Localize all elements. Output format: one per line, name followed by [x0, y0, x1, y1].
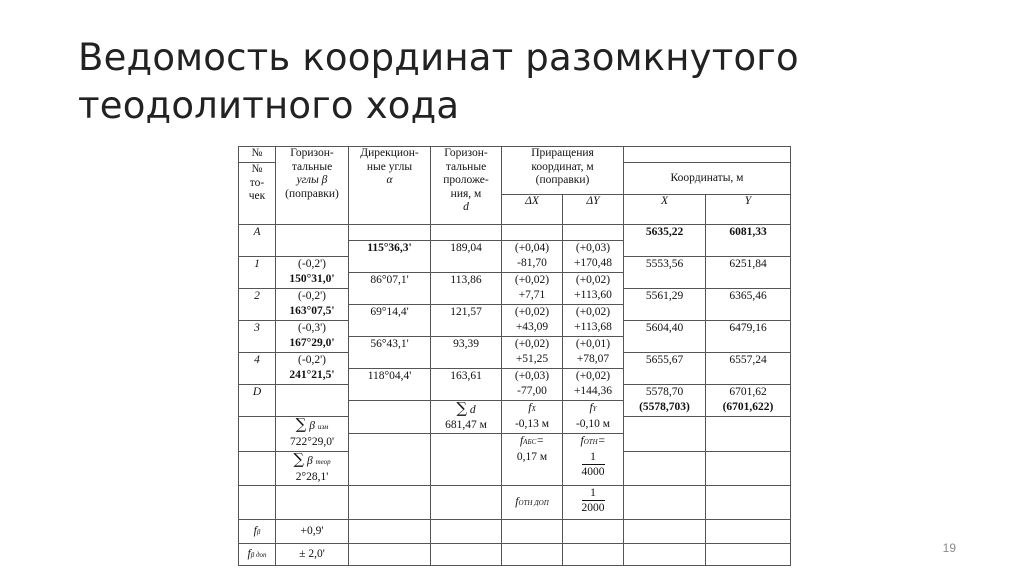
angle-value: 150°31,0': [289, 273, 335, 285]
fotn-subscript: ОТН: [583, 438, 598, 446]
azimuth-cell: 115°36,3': [349, 241, 431, 273]
dy-cell: [563, 225, 624, 241]
point-label: 1: [239, 257, 276, 289]
sum-measured-value: 722°29,0': [289, 436, 335, 448]
angle-correction: (-0,2'): [298, 354, 326, 366]
point-label: 3: [239, 321, 276, 353]
dx-correction: (+0,03): [514, 370, 550, 382]
sigma-symbol: ∑: [456, 400, 468, 417]
angle-correction: (-0,2'): [298, 290, 326, 302]
y-coordinate: 6081,33: [706, 225, 791, 257]
fotndop-fraction: [582, 486, 605, 515]
empty-cell: [431, 520, 502, 544]
header-text: ния, м: [450, 187, 482, 200]
dy-cell: [563, 305, 624, 337]
header-text: то-: [249, 176, 265, 189]
header-point-number: [239, 163, 276, 225]
fotn-fraction: [582, 450, 605, 479]
angle-correction: (-0,3'): [298, 322, 326, 334]
dy-correction: (+0,02): [575, 274, 611, 286]
header-text: координат, м: [531, 160, 594, 173]
angle-cell: [276, 385, 349, 417]
azimuth-cell: [349, 401, 431, 434]
y-coordinate: [706, 385, 791, 417]
header-horizontal-angles: [276, 147, 349, 225]
sum-theoretical-subscript: теор: [315, 458, 331, 466]
coordinate-sheet-table: [238, 146, 791, 566]
fy-value: -0,10 м: [575, 418, 611, 430]
empty-cell: [624, 520, 706, 544]
point-label: 2: [239, 289, 276, 321]
fx-subscript: X: [531, 405, 536, 413]
sum-distance-value: 681,47 м: [445, 419, 487, 431]
sum-theoretical-cell: ∑ β теор 2°28,1': [276, 452, 349, 486]
summary-row: [239, 520, 791, 544]
dx-cell: [502, 337, 563, 369]
fotn-cell: fОТН= $\frac{1}{4000}$: [563, 434, 624, 486]
slide-number: 19: [942, 541, 956, 555]
azimuth-cell: 56°43,1': [349, 337, 431, 369]
empty-cell: [349, 544, 431, 566]
summary-row: [239, 486, 791, 520]
fy-cell: fY -0,10 м: [563, 401, 624, 434]
dy-correction: (+0,02): [575, 370, 611, 382]
angle-cell: [276, 353, 349, 385]
empty-cell: [239, 486, 276, 520]
point-label: 4: [239, 353, 276, 385]
header-text: α: [386, 174, 393, 186]
fb-value: +0,9': [276, 520, 349, 544]
angle-cell: [276, 257, 349, 289]
header-row-1: [239, 147, 791, 163]
fb-subscript: β: [256, 527, 261, 536]
header-text: Дирекцион-: [360, 147, 419, 159]
dx-cell: [502, 369, 563, 401]
fotndop-numerator: 1: [582, 486, 605, 501]
header-text: Приращения: [531, 147, 594, 159]
empty-cell: [502, 520, 563, 544]
empty-cell: [706, 520, 791, 544]
x-coordinate: 5561,29: [624, 289, 706, 321]
empty-cell: [239, 452, 276, 486]
angle-correction: (-0,2'): [298, 258, 326, 270]
dx-value: +51,25: [515, 353, 549, 365]
y-coordinate: 6251,84: [706, 257, 791, 289]
empty-cell: [431, 486, 502, 520]
dx-correction: (+0,02): [514, 274, 550, 286]
dy-value: +113,60: [574, 289, 612, 301]
angle-value: 167°29,0': [289, 337, 335, 349]
dx-value: +7,71: [518, 289, 546, 301]
dx-value: -81,70: [517, 257, 547, 269]
header-coordinates: Координаты, м: [624, 163, 791, 195]
header-directional-angles: [349, 147, 431, 225]
empty-cell: [349, 434, 431, 486]
fb-label: fβ: [239, 520, 276, 544]
dx-value: +43,09: [515, 321, 549, 333]
fbdop-label: fβ доп: [239, 544, 276, 566]
fotn-numerator: 1: [582, 450, 605, 465]
fabs-subscript: АБС: [523, 438, 537, 446]
header-text: чек: [248, 190, 266, 202]
dy-correction: (+0,02): [575, 306, 611, 318]
azimuth-cell: [349, 225, 431, 241]
empty-cell: [502, 544, 563, 566]
empty-cell: [624, 544, 706, 566]
x-coordinate: 5553,56: [624, 257, 706, 289]
empty-cell: [563, 544, 624, 566]
header-text: (поправки): [535, 174, 590, 186]
x-coordinate: [624, 385, 706, 417]
dy-correction: (+0,03): [575, 242, 611, 254]
header-empty-top: [624, 147, 791, 163]
y-coordinate: 6479,16: [706, 321, 791, 353]
x-value: 5578,70: [645, 386, 684, 398]
azimuth-cell: 86°07,1': [349, 273, 431, 305]
empty-cell: [706, 417, 791, 452]
dy-correction: (+0,01): [575, 338, 611, 350]
header-text: тальные: [291, 160, 333, 173]
empty-cell: [431, 434, 502, 486]
header-text: №: [251, 163, 263, 175]
header-dy: ΔY: [563, 195, 624, 225]
dx-correction: (+0,04): [514, 242, 550, 254]
y-reference: (6701,622): [722, 401, 774, 413]
sum-distance-cell: ∑ d 681,47 м: [431, 401, 502, 434]
angle-cell: [276, 225, 349, 257]
distance-cell: 121,57: [431, 305, 502, 337]
empty-cell: [431, 544, 502, 566]
dy-value: +144,36: [573, 385, 613, 397]
angle-value: 241°21,5': [289, 369, 335, 381]
sum-theoretical-value: 2°28,1': [295, 471, 329, 483]
dx-cell: [502, 241, 563, 273]
empty-cell: [349, 486, 431, 520]
table-row: [239, 225, 791, 241]
dx-correction: (+0,02): [514, 338, 550, 350]
dx-correction: (+0,02): [514, 306, 550, 318]
sigma-symbol: ∑: [293, 451, 305, 468]
angle-cell: [276, 321, 349, 353]
header-text: Горизон-: [444, 147, 488, 159]
header-text: углы β: [296, 174, 328, 186]
slide-title: Ведомость координат разомкнутого теодолитного хода: [78, 36, 799, 127]
header-dx: ΔX: [502, 195, 563, 225]
distance-cell: 113,86: [431, 273, 502, 305]
header-number-top: №: [239, 147, 276, 163]
angle-cell: [276, 289, 349, 321]
fotn-denominator: 4000: [581, 466, 605, 478]
dx-cell: [502, 225, 563, 241]
empty-cell: [624, 452, 706, 486]
fabs-value: 0,17 м: [516, 451, 548, 463]
fbdop-value: ± 2,0': [276, 544, 349, 566]
dx-value: -77,00: [517, 385, 547, 397]
fotndop-label-cell: fОТН ДОП: [502, 486, 563, 520]
empty-cell: [349, 520, 431, 544]
header-text: d: [463, 201, 469, 213]
header-x: X: [624, 195, 706, 225]
sum-measured-subscript: изм: [317, 423, 329, 431]
empty-cell: [624, 417, 706, 452]
x-coordinate: 5604,40: [624, 321, 706, 353]
distance-cell: 93,39: [431, 337, 502, 369]
dy-cell: [563, 273, 624, 305]
fx-cell: fX -0,13 м: [502, 401, 563, 434]
dy-value: +170,48: [573, 257, 613, 269]
x-reference: (5578,703): [639, 401, 690, 413]
empty-cell: [239, 417, 276, 452]
header-text: Горизон-: [290, 147, 334, 159]
distance-cell: 189,04: [431, 241, 502, 273]
azimuth-cell: 69°14,4': [349, 305, 431, 337]
fotndop-cell: [563, 486, 624, 520]
header-text: проложе-: [443, 174, 489, 186]
y-value: 6701,62: [729, 386, 767, 398]
empty-cell: [706, 452, 791, 486]
header-text: (поправки): [285, 187, 339, 200]
y-coordinate: 6365,46: [706, 289, 791, 321]
header-text: ные углы: [366, 160, 413, 173]
fotndop-denominator: 2000: [581, 502, 605, 514]
fbdop-subscript: β доп: [250, 550, 267, 559]
fy-subscript: Y: [592, 405, 597, 413]
header-text: тальные: [445, 160, 487, 173]
empty-cell: [276, 486, 349, 520]
y-coordinate: 6557,24: [706, 353, 791, 385]
fotndop-subscript: ОТН ДОП: [518, 498, 549, 507]
angle-value: 163°07,5': [289, 305, 335, 317]
empty-cell: [706, 486, 791, 520]
sum-measured-cell: ∑ β изм 722°29,0': [276, 417, 349, 452]
point-label: D: [239, 385, 276, 417]
empty-cell: [624, 486, 706, 520]
dx-cell: [502, 273, 563, 305]
empty-cell: [706, 544, 791, 566]
fx-value: -0,13 м: [514, 418, 550, 430]
x-coordinate: 5635,22: [624, 225, 706, 257]
header-y: Y: [706, 195, 791, 225]
header-increments: [502, 147, 624, 195]
point-label: A: [239, 225, 276, 257]
dy-value: +78,07: [576, 353, 610, 365]
summary-row: [239, 544, 791, 566]
header-horizontal-distances: [431, 147, 502, 225]
x-coordinate: 5655,67: [624, 353, 706, 385]
empty-cell: [563, 520, 624, 544]
dy-cell: [563, 337, 624, 369]
dy-cell: [563, 369, 624, 401]
fabs-cell: fАБС= 0,17 м: [502, 434, 563, 486]
sigma-symbol: ∑: [295, 416, 307, 433]
azimuth-cell: 118°04,4': [349, 369, 431, 401]
distance-cell: [431, 225, 502, 241]
dy-value: +113,68: [574, 321, 612, 333]
distance-cell: 163,61: [431, 369, 502, 401]
dx-cell: [502, 305, 563, 337]
dy-cell: [563, 241, 624, 273]
